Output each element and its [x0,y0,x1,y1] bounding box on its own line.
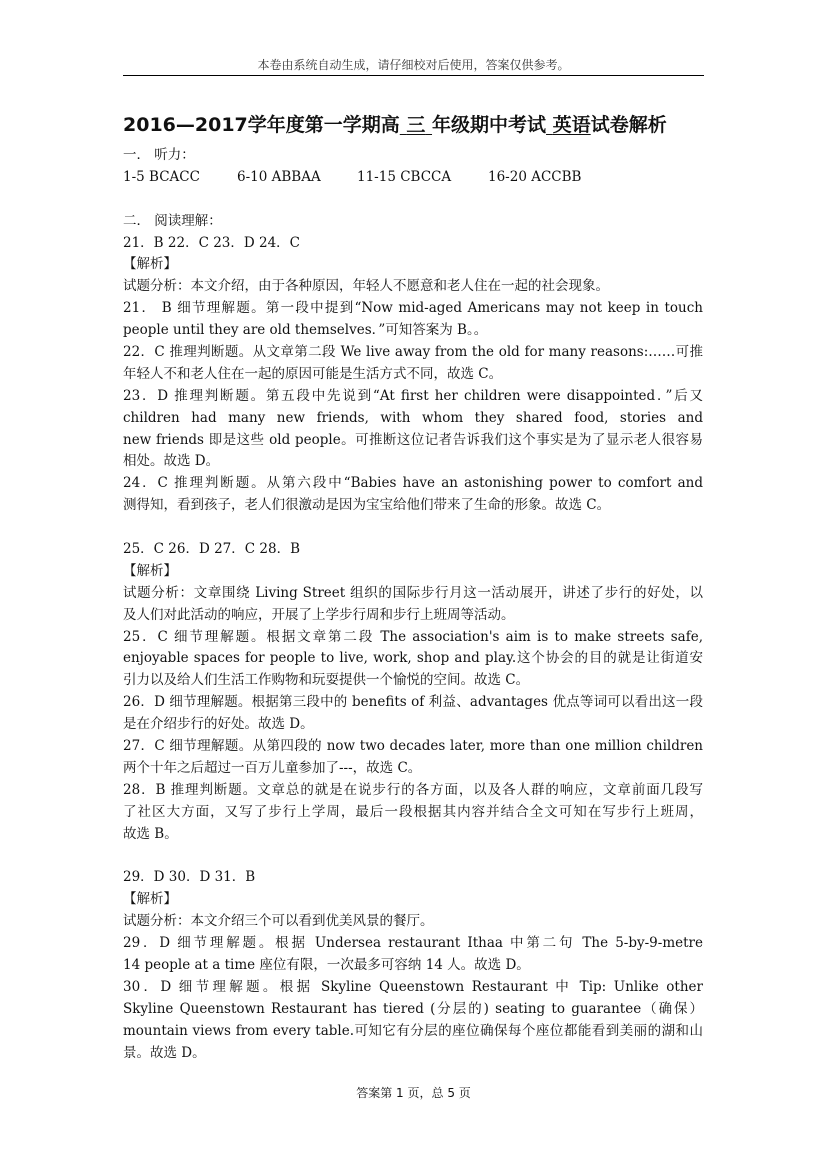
title-part-2: 年级期中考试 [432,114,547,136]
answer-key: 29．D 30．D 31．B [123,869,256,886]
analysis-label: 【解析】 [123,891,177,908]
text-line: 及人们对此活动的响应，开展了上学步行周和步行上班周等活动。 [123,606,515,623]
text-line: 相处。故选 D。 [123,453,220,470]
text-line: 23．D 推理判断题。第五段中先说到“At first her children were disappointed．”后又 [123,387,703,404]
text-line: children had many new friends, with whom they shared food, stories and [123,409,703,426]
answer-body [123,145,703,1064]
text-line: 试题分析：本文介绍三个可以看到优美风景的餐厅。 [123,913,434,930]
page-footer: 答案第 1 页，总 5 页 [356,1086,471,1100]
text-line: 是在介绍步行的好处。故选 D。 [123,716,314,733]
reading-section [123,539,703,845]
answer-key: 25．C 26．D 27．C 28．B [123,541,300,558]
listening-group: 16-20 ACCBB [488,168,582,185]
analysis-label: 【解析】 [123,256,177,273]
text-line: Skyline Queenstown Restaurant has tiered (分层的) seating to guarantee（确保） [123,1000,703,1017]
analysis-label: 【解析】 [123,562,177,579]
text-line: people until they are old themselves．”可知答案为 B。。 [123,322,488,339]
text-line: 24．C 推理判断题。从第六段中“Babies have an astonishing power to comfort and [123,475,703,492]
text-line: 景。故选 D。 [123,1044,206,1061]
listening-heading: 一． 听力： [123,147,195,163]
text-line: 28．B 推理判断题。文章总的就是在说步行的各方面，以及各人群的响应，文章前面几段写 [123,781,703,798]
text-line: 引力以及给人们生活工作购物和玩耍提供一个愉悦的空间。故选 C。 [123,672,530,689]
text-line: 27．C 细节理解题。从第四段的 now two decades later, more than one million children [123,738,703,755]
text-line: 两个十年之后超过一百万儿童参加了---，故选 C。 [123,759,422,776]
text-line: 30．D 细节理解题。根据 Skyline Queenstown Restaurant 中 Tip: Unlike other [123,978,703,995]
text-line: 故选 B。 [123,825,178,842]
text-line: 14 people at a time 座位有限，一次最多可容纳 14 人。故选 D。 [123,956,530,973]
text-line: 25．C 细节理解题。根据文章第二段 The association's aim is to make streets safe, [123,628,703,645]
title-subject: 英语 [552,114,591,136]
reading-heading: 二． 阅读理解： [123,212,222,229]
answer-key: 21．B 22．C 23．D 24．C [123,234,300,251]
text-line: 试题分析：文章围绕 Living Street 组织的国际步行月这一活动展开，讲述了步行的好处，以 [123,584,703,601]
text-line: enjoyable spaces for people to live, work, shop and play.这个协会的目的就是让街道安 [123,650,703,667]
text-line: 22．C 推理判断题。从文章第二段 We live away from the old for many reasons:……可推 [123,344,703,361]
reading-section [123,867,703,1064]
text-line: 21． B 细节理解题。第一段中提到“Now mid-aged Americans may not keep in touch [123,300,703,317]
header-note: 本卷由系统自动生成，请仔细校对后使用，答案仅供参考。 [257,58,570,72]
text-line: mountain views from every table.可知它有分层的座位确保每个座位都能看到美丽的湖和山 [123,1022,703,1039]
text-line: 测得知，看到孩子，老人们很激动是因为宝宝给他们带来了生命的形象。故选 C。 [123,497,611,514]
title-part-1: 2016—2017学年度第一学期高 [123,114,400,136]
text-line: 26．D 细节理解题。根据第三段中的 benefits of 利益、advantages 优点等词可以看出这一段 [123,694,703,711]
text-line: 29．D 细节理解题。根据 Undersea restaurant Ithaa 中第二句 The 5-by-9-metre [123,935,703,952]
title-part-3: 试卷解析 [590,114,667,136]
listening-group: 1-5 BCACC [123,168,200,185]
listening-answers [123,167,703,189]
header-divider [123,75,704,76]
text-line: 年轻人不和老人住在一起的原因可能是生活方式不同，故选 C。 [123,365,503,382]
document-title [123,110,723,137]
listening-group: 6-10 ABBAA [237,168,321,185]
reading-section [123,233,703,518]
text-line: new friends 即是这些 old people。可推断这位记者告诉我们这个事实是为了显示老人很容易 [123,431,703,448]
listening-group: 11-15 CBCCA [357,168,452,185]
text-line: 了社区大方面，又写了步行上学周，最后一段根据其内容并结合全文可知在写步行上班周， [123,803,703,820]
text-line: 试题分析：本文介绍，由于各种原因，年轻人不愿意和老人住在一起的社会现象。 [123,278,609,295]
title-grade: 三 [406,114,426,136]
